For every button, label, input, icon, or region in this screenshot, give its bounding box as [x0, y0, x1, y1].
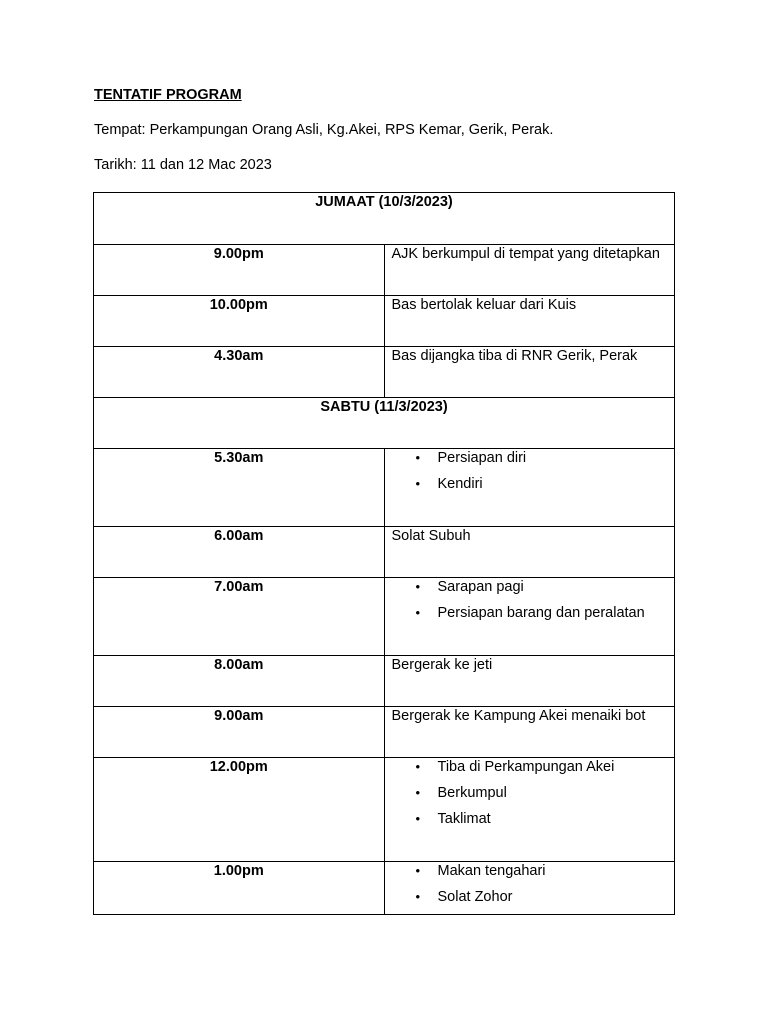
time-cell: 9.00am [94, 707, 385, 758]
list-item: • Berkumpul [415, 785, 507, 801]
list-item: • Taklimat [415, 811, 491, 827]
table-row [94, 296, 675, 347]
list-item: • Tiba di Perkampungan Akei [415, 759, 615, 775]
day-heading-row [94, 398, 675, 449]
time-cell: 1.00pm [94, 862, 385, 915]
schedule-table [93, 192, 675, 915]
list-item: • Persiapan barang dan peralatan [415, 605, 645, 621]
table-row [94, 347, 675, 398]
activity-cell: Bas bertolak keluar dari Kuis [384, 296, 675, 347]
bullet-icon: • [415, 863, 421, 878]
time-cell: 7.00am [94, 578, 385, 656]
time-cell: 8.00am [94, 656, 385, 707]
activity-cell: Bergerak ke Kampung Akei menaiki bot [384, 707, 675, 758]
day-heading-sabtu: SABTU (11/3/2023) [94, 398, 675, 449]
time-cell: 6.00am [94, 527, 385, 578]
bullet-icon: • [415, 605, 421, 620]
day-heading-row [94, 193, 675, 245]
activity-list [392, 578, 675, 630]
table-row [94, 758, 675, 862]
bullet-icon: • [415, 476, 421, 491]
activity-cell: Bas dijangka tiba di RNR Gerik, Perak [384, 347, 675, 398]
table-row [94, 245, 675, 296]
table-row [94, 527, 675, 578]
list-item: • Makan tengahari [415, 863, 546, 879]
activity-cell [384, 758, 675, 862]
bullet-icon: • [415, 759, 421, 774]
bullet-icon: • [415, 889, 421, 904]
list-item: • Sarapan pagi [415, 579, 524, 595]
table-row [94, 707, 675, 758]
program-location: Tempat: Perkampungan Orang Asli, Kg.Akei, RPS Kemar, Gerik, Perak. [94, 122, 554, 138]
bullet-icon: • [415, 785, 421, 800]
time-cell: 5.30am [94, 449, 385, 527]
activity-list [392, 758, 675, 836]
activity-cell [384, 862, 675, 915]
activity-cell: Bergerak ke jeti [384, 656, 675, 707]
document-title: TENTATIF PROGRAM [94, 87, 242, 103]
activity-cell [384, 578, 675, 656]
day-heading-jumaat: JUMAAT (10/3/2023) [94, 193, 675, 245]
list-item: • Solat Zohor [415, 889, 513, 905]
activity-cell: AJK berkumpul di tempat yang ditetapkan [384, 245, 675, 296]
bullet-icon: • [415, 450, 421, 465]
activity-list [392, 862, 675, 914]
table-row [94, 656, 675, 707]
activity-cell [384, 449, 675, 527]
program-date: Tarikh: 11 dan 12 Mac 2023 [94, 157, 272, 173]
table-row [94, 578, 675, 656]
bullet-icon: • [415, 579, 421, 594]
time-cell: 4.30am [94, 347, 385, 398]
time-cell: 12.00pm [94, 758, 385, 862]
activity-list [392, 449, 675, 501]
table-row [94, 449, 675, 527]
list-item: • Kendiri [415, 476, 483, 492]
table-row [94, 862, 675, 915]
time-cell: 10.00pm [94, 296, 385, 347]
activity-cell: Solat Subuh [384, 527, 675, 578]
time-cell: 9.00pm [94, 245, 385, 296]
bullet-icon: • [415, 811, 421, 826]
list-item: • Persiapan diri [415, 450, 527, 466]
